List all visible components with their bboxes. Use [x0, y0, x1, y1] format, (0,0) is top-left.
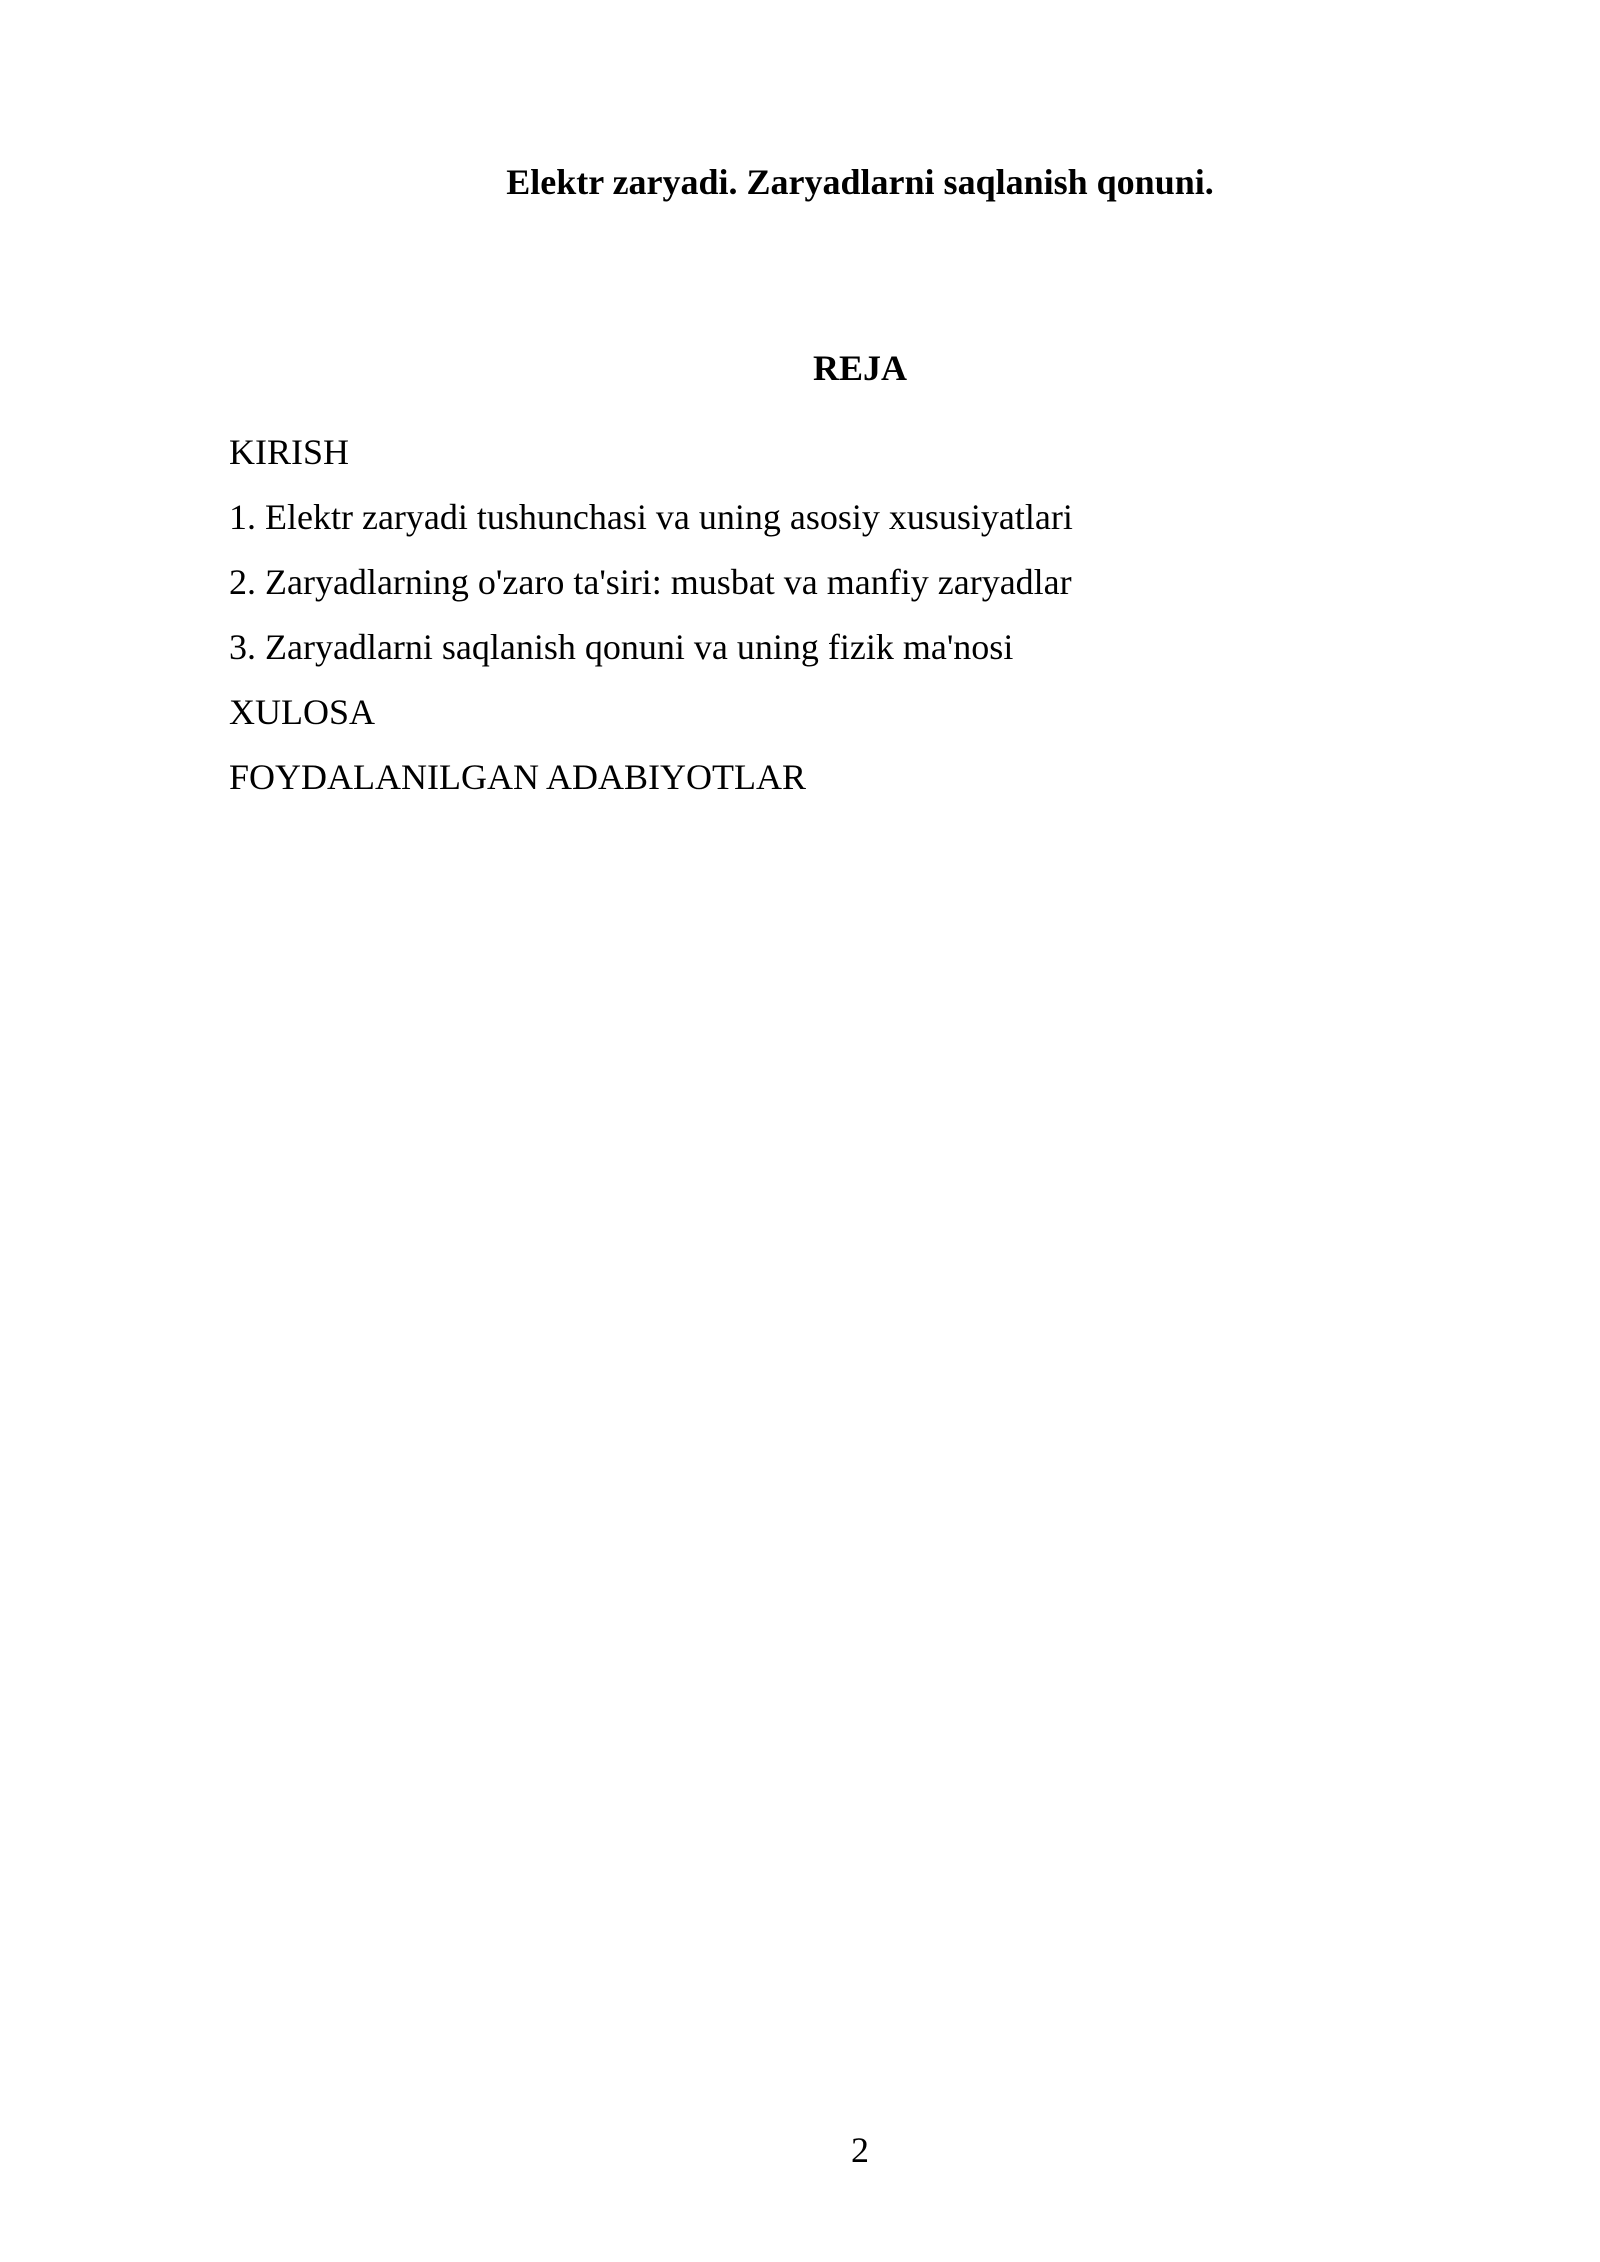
plan-item-3: 3. Zaryadlarni saqlanish qonuni va uning fizik ma'nosi — [229, 627, 1014, 667]
document-title: Elektr zaryadi. Zaryadlarni saqlanish qonuni. — [506, 162, 1214, 202]
page-number: 2 — [851, 2130, 869, 2170]
plan-item-references: FOYDALANILGAN ADABIYOTLAR — [229, 757, 806, 797]
plan-item-2: 2. Zaryadlarning o'zaro ta'siri: musbat va manfiy zaryadlar — [229, 562, 1072, 602]
plan-heading: REJA — [812, 348, 907, 388]
plan-item-introduction: KIRISH — [229, 432, 350, 472]
plan-list — [229, 420, 1073, 810]
plan-item-1: 1. Elektr zaryadi tushunchasi va uning asosiy xususiyatlari — [229, 497, 1073, 537]
plan-item-conclusion: XULOSA — [229, 692, 376, 732]
